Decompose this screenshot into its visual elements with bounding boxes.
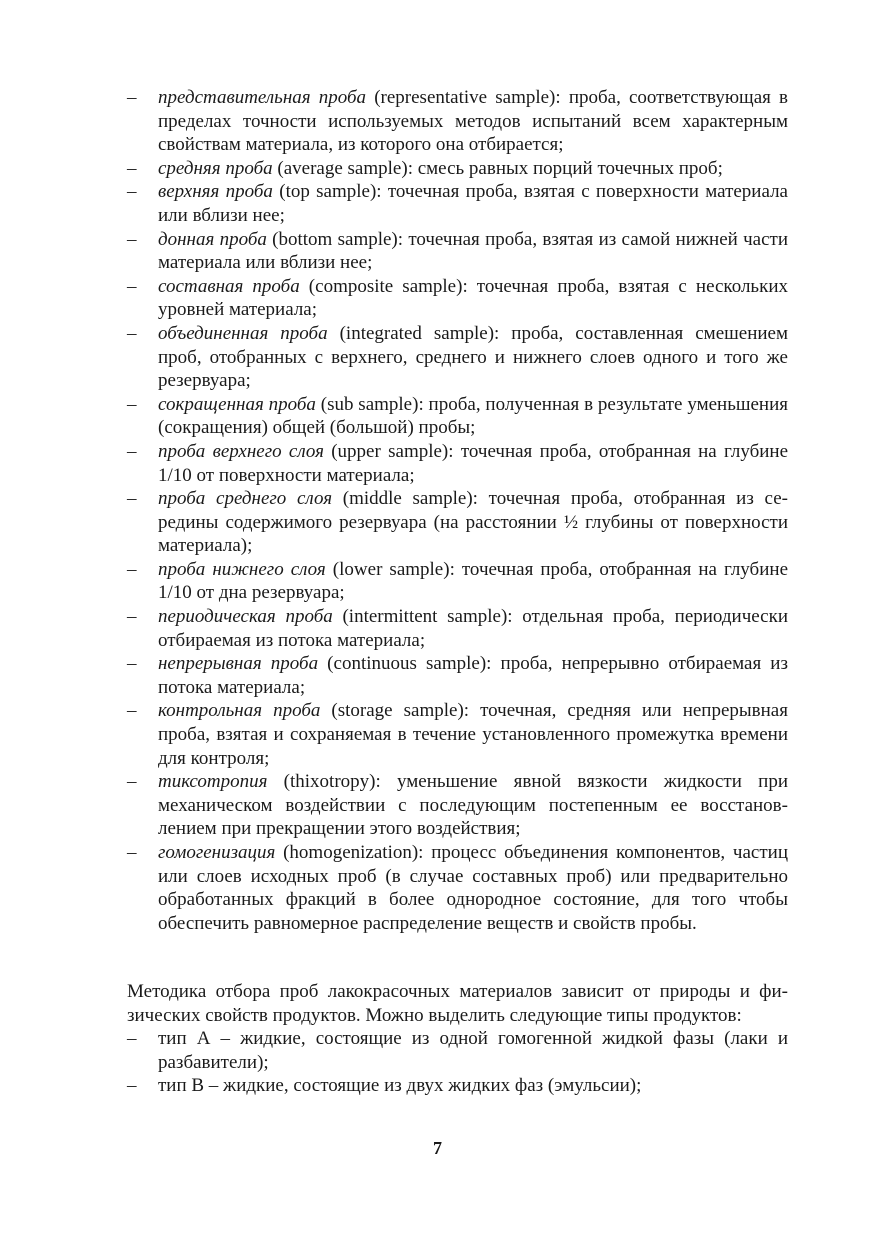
list-dash: – — [127, 558, 137, 580]
definition-term: проба верхнего слоя — [158, 440, 324, 462]
list-dash: – — [127, 393, 137, 415]
definition-item — [127, 770, 788, 841]
definition-term: непрерывная проба — [158, 653, 319, 675]
definition-term: объединенная проба — [158, 322, 328, 344]
list-dash: – — [127, 228, 137, 250]
definition-text: (homogenization): процесс объединения компонентов, частиц или слоев исходных проб (в случае составных проб) или предварительно обработанных фракций в более однородное состояние, для того чтобы обеспечить равномерное распределение веществ и свойств пробы. — [158, 842, 788, 934]
product-types-list — [127, 1027, 788, 1098]
definition-text: (upper sample): точечная проба, отобранная на глубине 1/10 от поверхности материала; — [158, 440, 789, 486]
definition-text: (integrated sample): проба, составленная смешением проб, отобранных с верхнего, среднего и нижнего слоев одного и того же резервуара; — [158, 322, 788, 392]
definition-text: (thixotropy): уменьшение явной вязкости жидкости при механическом воздействии с последующим постепенным ее восстановлением при прекращении этого воздействия; — [158, 771, 788, 840]
list-dash: – — [127, 87, 137, 108]
product-types-block — [127, 980, 788, 1098]
definition-item — [127, 157, 788, 181]
list-dash: – — [127, 1028, 137, 1050]
list-dash: – — [127, 322, 137, 344]
definition-text: (middle sample): точечная проба, отобранная из середины содержимого резервуара (на расстоянии ½ глубины от поверхности материала); — [158, 488, 788, 557]
definition-term: проба нижнего слоя — [158, 558, 326, 580]
definition-item — [127, 558, 788, 605]
list-dash: – — [127, 440, 137, 462]
list-dash: – — [127, 700, 137, 722]
definition-item — [127, 605, 788, 652]
list-dash: – — [127, 606, 137, 628]
definition-item — [127, 699, 788, 770]
definition-item — [127, 393, 788, 440]
definition-item — [127, 86, 788, 157]
definition-term: сокращенная проба — [158, 393, 316, 415]
list-dash: – — [127, 275, 137, 297]
definition-term: составная проба — [158, 275, 300, 297]
definitions-block — [127, 86, 788, 935]
list-dash: – — [127, 653, 137, 675]
definition-item — [127, 180, 788, 227]
definition-item — [127, 228, 788, 275]
definition-term: донная проба — [158, 228, 267, 250]
definition-text: (continuous sample): проба, непрерывно отбираемая из потока материала; — [158, 653, 788, 698]
definition-item — [127, 275, 788, 322]
definition-term: тиксотропия — [158, 771, 268, 793]
definition-text: (top sample): точечная проба, взятая с поверхности материала или вблизи нее; — [158, 181, 788, 226]
definition-text: (average sample): смесь равных порций точечных проб; — [272, 157, 723, 179]
definition-text: (composite sample): точечная проба, взятая с нескольких уровней материала; — [158, 275, 788, 321]
definition-term: периодическая проба — [158, 606, 333, 628]
list-dash: – — [127, 1075, 137, 1097]
product-type-text: тип А – жидкие, состоящие из одной гомогенной жидкой фазы (лаки и разбавители); — [158, 1028, 788, 1073]
definition-item — [127, 652, 788, 699]
definition-term: верхняя проба — [158, 181, 273, 203]
definition-item — [127, 440, 788, 487]
product-type-item — [127, 1074, 788, 1098]
definition-term: проба среднего слоя — [158, 488, 333, 510]
definition-text: (representative sample): проба, соответствующая в пределах точности используемых методов испытаний всем характерным свойствам материала, из которого она отбирается; — [158, 87, 788, 156]
definition-term: гомогенизация — [158, 842, 276, 863]
product-type-item — [127, 1027, 788, 1074]
definition-term: представительная проба — [158, 87, 367, 108]
page-number: 7 — [433, 1138, 442, 1158]
definition-term: средняя проба — [158, 157, 273, 179]
definition-item — [127, 322, 788, 393]
definition-text: (lower sample): точечная проба, отобранная на глубине 1/10 от дна резервуара; — [158, 558, 788, 604]
definition-term: контрольная проба — [158, 700, 321, 722]
list-dash: – — [127, 488, 137, 510]
list-dash: – — [127, 842, 137, 863]
definition-item — [127, 487, 788, 558]
body-paragraph: Методика отбора проб лакокрасочных материалов зависит от природы и физических свойств продуктов. Можно выделить следующие типы продуктов: — [127, 981, 788, 1026]
product-type-text: тип В – жидкие, состоящие из двух жидких фаз (эмульсии); — [158, 1075, 642, 1097]
definitions-list — [127, 86, 788, 935]
definition-item — [127, 841, 788, 935]
definition-text: (sub sample): проба, полученная в результате уменьшения (сокращения) общей (большой) пробы; — [158, 393, 788, 439]
definition-text: (storage sample): точечная, средняя или непрерывная проба, взятая и сохраняемая в течение установленного промежутка времени для контроля; — [158, 700, 788, 769]
list-dash: – — [127, 157, 137, 179]
definition-text: (intermittent sample): отдельная проба, периодически отбираемая из потока материала; — [158, 606, 788, 651]
list-dash: – — [127, 771, 137, 793]
list-dash: – — [127, 181, 137, 203]
definition-text: (bottom sample): точечная проба, взятая из самой нижней части материала или вблизи нее; — [158, 228, 788, 274]
